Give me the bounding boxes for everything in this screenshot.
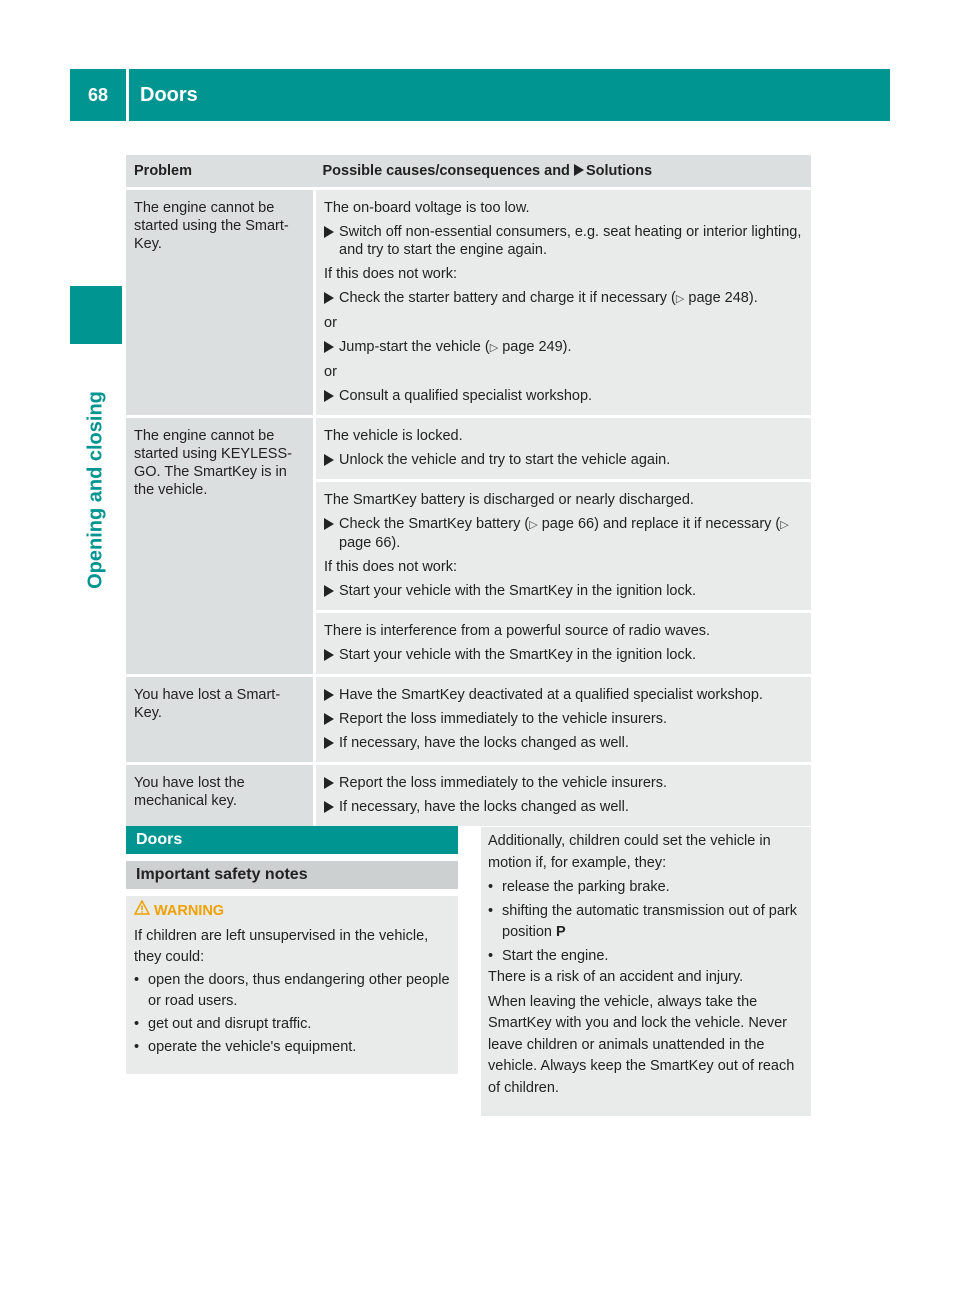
header-divider: [126, 69, 129, 121]
problem-text: You have lost a Smart-Key.: [134, 687, 281, 721]
table-row: [126, 676, 811, 764]
action-arrow-icon: [324, 518, 334, 530]
solution-cell: [315, 481, 812, 612]
warning-title: WARNING: [154, 903, 225, 919]
page-ref-icon: ▷: [675, 293, 685, 305]
problem-text: The engine cannot be started using KEYLESS-GO. The SmartKey is in the vehicle.: [134, 428, 292, 498]
continued-item-text: shifting the automatic transmission out of park position: [502, 902, 797, 940]
solution-step: [324, 710, 803, 728]
continued-item: • release the parking brake.: [488, 877, 804, 899]
problem-text: You have lost the mechanical key.: [134, 775, 245, 809]
solution-cell: [315, 612, 812, 676]
warning-heading: [134, 900, 450, 922]
step-text: Have the SmartKey deactivated at a qualified specialist workshop.: [339, 687, 763, 703]
problem-cell: [126, 417, 315, 676]
action-arrow-icon: [324, 390, 334, 402]
action-arrow-icon: [324, 649, 334, 661]
warning-triangle-icon: [134, 900, 154, 922]
table-row: [126, 764, 811, 828]
or-text: or: [324, 315, 337, 331]
side-tab-marker: [70, 286, 122, 344]
action-arrow-icon: [324, 713, 334, 725]
advice-text: When leaving the vehicle, always take the SmartKey with you and lock the vehicle. Never leave children or animals unattended in the vehicle. Always keep the SmartKey out of reach of children.: [488, 993, 795, 1096]
warning-item: • open the doors, thus endangering other people or road users.: [134, 970, 450, 1012]
col-problem-header: Problem: [126, 155, 315, 189]
warning-intro: If children are left unsupervised in the vehicle, they could:: [134, 928, 429, 965]
solution-step: [324, 582, 803, 600]
park-position-label: P: [556, 924, 566, 940]
step-text: If necessary, have the locks changed as well.: [339, 799, 629, 815]
page-ref-link[interactable]: page 66).: [339, 535, 401, 551]
col-solutions-suffix: Solutions: [585, 163, 653, 179]
cause-text: There is interference from a powerful source of radio waves.: [324, 623, 711, 639]
solution-step: [324, 338, 803, 357]
solution-step: [324, 289, 803, 308]
table-header-row: [126, 155, 811, 189]
page-ref-icon: ▷: [529, 519, 538, 531]
warning-continued-box: [481, 827, 811, 1116]
page-ref-link[interactable]: page 66) and replace it if necessary (: [541, 516, 781, 532]
action-arrow-icon: [324, 777, 334, 789]
problem-cell: [126, 676, 315, 764]
problem-cell: [126, 189, 315, 417]
solution-step: [324, 646, 803, 664]
warning-item: • operate the vehicle's equipment.: [134, 1037, 450, 1058]
page-header: [70, 69, 890, 121]
action-arrow-icon: [324, 292, 334, 304]
col-solutions-prefix: Possible causes/consequences and: [322, 163, 570, 179]
step-text: Consult a qualified specialist workshop.: [339, 388, 593, 404]
action-arrow-icon: [324, 689, 334, 701]
problem-text: The engine cannot be started using the Smart-Key.: [134, 200, 289, 252]
step-text: Start your vehicle with the SmartKey in the ignition lock.: [339, 647, 697, 663]
col-solutions-header: [315, 155, 812, 189]
cause-text: The SmartKey battery is discharged or nearly discharged.: [324, 492, 694, 508]
action-arrow-icon: [324, 341, 334, 353]
step-text: Check the SmartKey battery (: [339, 516, 530, 532]
step-text: Check the starter battery and charge it if necessary (: [339, 290, 676, 306]
table-row: [126, 189, 811, 417]
table-row: [126, 417, 811, 481]
warning-box: [126, 896, 458, 1074]
page-ref-icon: ▷: [780, 519, 789, 531]
page-ref-link[interactable]: page 249).: [502, 339, 572, 355]
problem-cell: [126, 764, 315, 828]
step-text: If necessary, have the locks changed as well.: [339, 735, 629, 751]
action-arrow-icon: [324, 737, 334, 749]
step-text: Switch off non-essential consumers, e.g. seat heating or interior lighting, and try to start the engine again.: [339, 224, 802, 258]
action-arrow-icon: [574, 163, 586, 179]
troubleshooting-table: [126, 155, 811, 829]
page-ref-icon: ▷: [489, 342, 499, 354]
solution-cell: [315, 676, 812, 764]
solution-step: [324, 387, 803, 405]
solution-step: [324, 223, 803, 259]
page-number: 68: [87, 85, 109, 105]
risk-text: There is a risk of an accident and injury.: [488, 969, 744, 985]
action-arrow-icon: [324, 585, 334, 597]
solution-step: [324, 734, 803, 752]
solution-step: [324, 515, 803, 552]
subsection-title-bar: [126, 861, 458, 889]
action-arrow-icon: [324, 801, 334, 813]
continued-item: • Start the engine.: [488, 946, 804, 968]
solution-step: [324, 798, 803, 816]
continued-item: [488, 901, 804, 944]
warning-item: • get out and disrupt traffic.: [134, 1014, 450, 1035]
solution-step: [324, 451, 803, 469]
section-title: Doors: [136, 831, 183, 848]
solution-cell: [315, 764, 812, 828]
cause-text: The on-board voltage is too low.: [324, 200, 530, 216]
step-text: Unlock the vehicle and try to start the vehicle again.: [339, 452, 671, 468]
step-text: Report the loss immediately to the vehicle insurers.: [339, 711, 668, 727]
step-text: Jump-start the vehicle (: [339, 339, 490, 355]
page-ref-link[interactable]: page 248).: [688, 290, 758, 306]
cause-text: The vehicle is locked.: [324, 428, 463, 444]
step-text: Report the loss immediately to the vehicle insurers.: [339, 775, 668, 791]
action-arrow-icon: [324, 226, 334, 238]
solution-step: [324, 774, 803, 792]
solution-step: [324, 686, 803, 704]
or-text: or: [324, 364, 337, 380]
note-text: If this does not work:: [324, 559, 457, 575]
solution-cell: [315, 189, 812, 417]
note-text: If this does not work:: [324, 266, 457, 282]
side-tab-label: Opening and closing: [84, 391, 107, 589]
action-arrow-icon: [324, 454, 334, 466]
continued-intro: Additionally, children could set the vehicle in motion if, for example, they:: [488, 833, 771, 871]
section-title-bar: [126, 826, 458, 854]
header-title: Doors: [140, 84, 198, 106]
solution-cell: [315, 417, 812, 481]
subsection-title: Important safety notes: [136, 866, 308, 883]
step-text: Start your vehicle with the SmartKey in the ignition lock.: [339, 583, 697, 599]
